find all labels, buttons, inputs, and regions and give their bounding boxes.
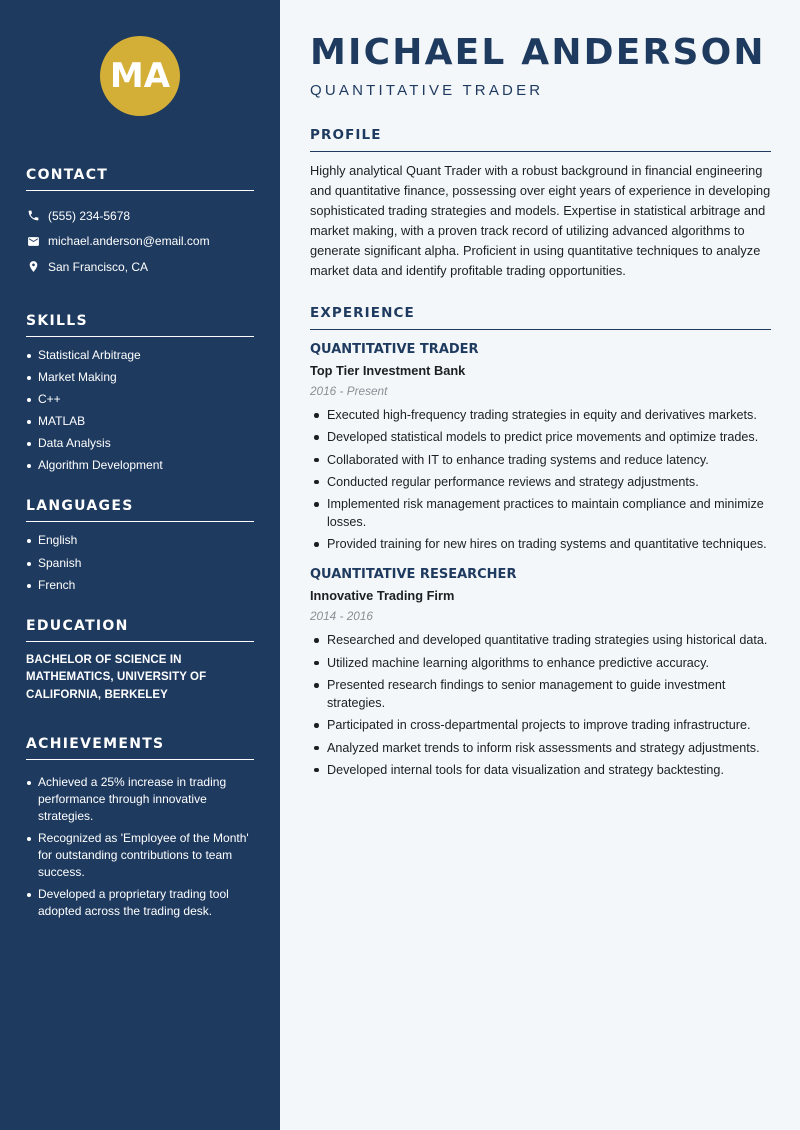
- candidate-name: MICHAEL ANDERSON: [310, 32, 766, 73]
- languages-heading: LANGUAGES: [26, 498, 254, 522]
- education-degree: BACHELOR OF SCIENCE IN MATHEMATICS, UNIVERSITY OF CALIFORNIA, BERKELEY: [26, 653, 207, 701]
- skills-list: [26, 347, 254, 475]
- skill-item: Statistical Arbitrage: [26, 347, 254, 364]
- achievement-item: Achieved a 25% increase in trading performance through innovative strategies.: [26, 774, 254, 825]
- profile-section: [310, 127, 771, 281]
- experience-section: [310, 305, 771, 779]
- contact-phone-text[interactable]: (555) 234-5678: [48, 208, 131, 223]
- job-title: QUANTITATIVE RESEARCHER: [310, 567, 517, 583]
- job-company: Top Tier Investment Bank: [310, 363, 466, 378]
- job-bullet: Developed internal tools for data visualization and strategy backtesting.: [310, 761, 771, 779]
- skill-item: MATLAB: [26, 413, 254, 430]
- languages-list: [26, 532, 254, 593]
- language-item: English: [26, 532, 254, 549]
- education-section: [26, 618, 254, 705]
- job-bullet: Implemented risk management practices to maintain compliance and minimize losses.: [310, 495, 771, 531]
- job-dates: 2014 - 2016: [310, 609, 373, 624]
- skill-item: Market Making: [26, 369, 254, 386]
- contact-list: [26, 203, 254, 280]
- achievements-heading: ACHIEVEMENTS: [26, 736, 254, 760]
- achievement-item: Recognized as 'Employee of the Month' for outstanding contributions to team success.: [26, 830, 254, 881]
- job-bullet: Utilized machine learning algorithms to enhance predictive accuracy.: [310, 654, 771, 672]
- education-heading: EDUCATION: [26, 618, 254, 642]
- job-entry: [310, 342, 771, 553]
- avatar: [100, 36, 180, 116]
- contact-heading: CONTACT: [26, 167, 254, 191]
- skills-heading: SKILLS: [26, 313, 254, 337]
- experience-heading: EXPERIENCE: [310, 305, 771, 330]
- job-bullet: Collaborated with IT to enhance trading systems and reduce latency.: [310, 451, 771, 469]
- email-icon: [26, 234, 40, 248]
- job-entry: [310, 567, 771, 778]
- job-bullet: Researched and developed quantitative trading strategies using historical data.: [310, 631, 771, 649]
- job-bullet: Participated in cross-departmental projects to improve trading infrastructure.: [310, 716, 771, 734]
- job-bullet: Provided training for new hires on trading systems and quantitative techniques.: [310, 535, 771, 553]
- job-dates: 2016 - Present: [310, 384, 388, 398]
- job-bullets: [310, 631, 771, 778]
- contact-location-text: San Francisco, CA: [48, 259, 149, 274]
- job-bullet: Presented research findings to senior management to guide investment strategies.: [310, 676, 771, 712]
- phone-icon: [26, 209, 40, 223]
- skill-item: C++: [26, 391, 254, 408]
- languages-section: [26, 498, 254, 593]
- job-company: Innovative Trading Firm: [310, 588, 455, 604]
- profile-heading: PROFILE: [310, 127, 771, 152]
- contact-location: [26, 254, 254, 280]
- job-bullet: Executed high-frequency trading strategies in equity and derivatives markets.: [310, 406, 771, 424]
- contact-email: [26, 229, 254, 255]
- job-bullet: Developed statistical models to predict price movements and optimize trades.: [310, 428, 771, 446]
- skill-item: Algorithm Development: [26, 457, 254, 474]
- avatar-initials: MA: [109, 56, 171, 96]
- candidate-role: QUANTITATIVE TRADER: [310, 82, 544, 99]
- skill-item: Data Analysis: [26, 435, 254, 452]
- job-bullet: Conducted regular performance reviews and strategy adjustments.: [310, 473, 771, 491]
- achievements-section: [26, 736, 254, 920]
- skills-section: [26, 313, 254, 475]
- contact-section: [26, 167, 254, 280]
- language-item: French: [26, 577, 254, 594]
- language-item: Spanish: [26, 555, 254, 572]
- contact-phone: [26, 203, 254, 229]
- achievement-item: Developed a proprietary trading tool adopted across the trading desk.: [26, 886, 254, 920]
- profile-text: Highly analytical Quant Trader with a robust background in financial engineering and quantitative finance, possessing over eight years of experience in developing sophisticated trading strategies and models. Expertise in statistical arbitrage and market making, with a proven track record of utilizing advanced algorithms to generate significant alpha. Proficient in using quantitative techniques to analyze market data and identify profitable trading opportunities.: [310, 163, 771, 278]
- contact-email-text[interactable]: michael.anderson@email.com: [48, 234, 210, 249]
- job-bullets: [310, 406, 771, 553]
- sidebar: [0, 0, 280, 1130]
- job-title: QUANTITATIVE TRADER: [310, 342, 479, 357]
- achievements-list: [26, 774, 254, 920]
- location-icon: [26, 260, 40, 274]
- job-bullet: Analyzed market trends to inform risk assessments and strategy adjustments.: [310, 739, 771, 757]
- main-content: [280, 0, 800, 1130]
